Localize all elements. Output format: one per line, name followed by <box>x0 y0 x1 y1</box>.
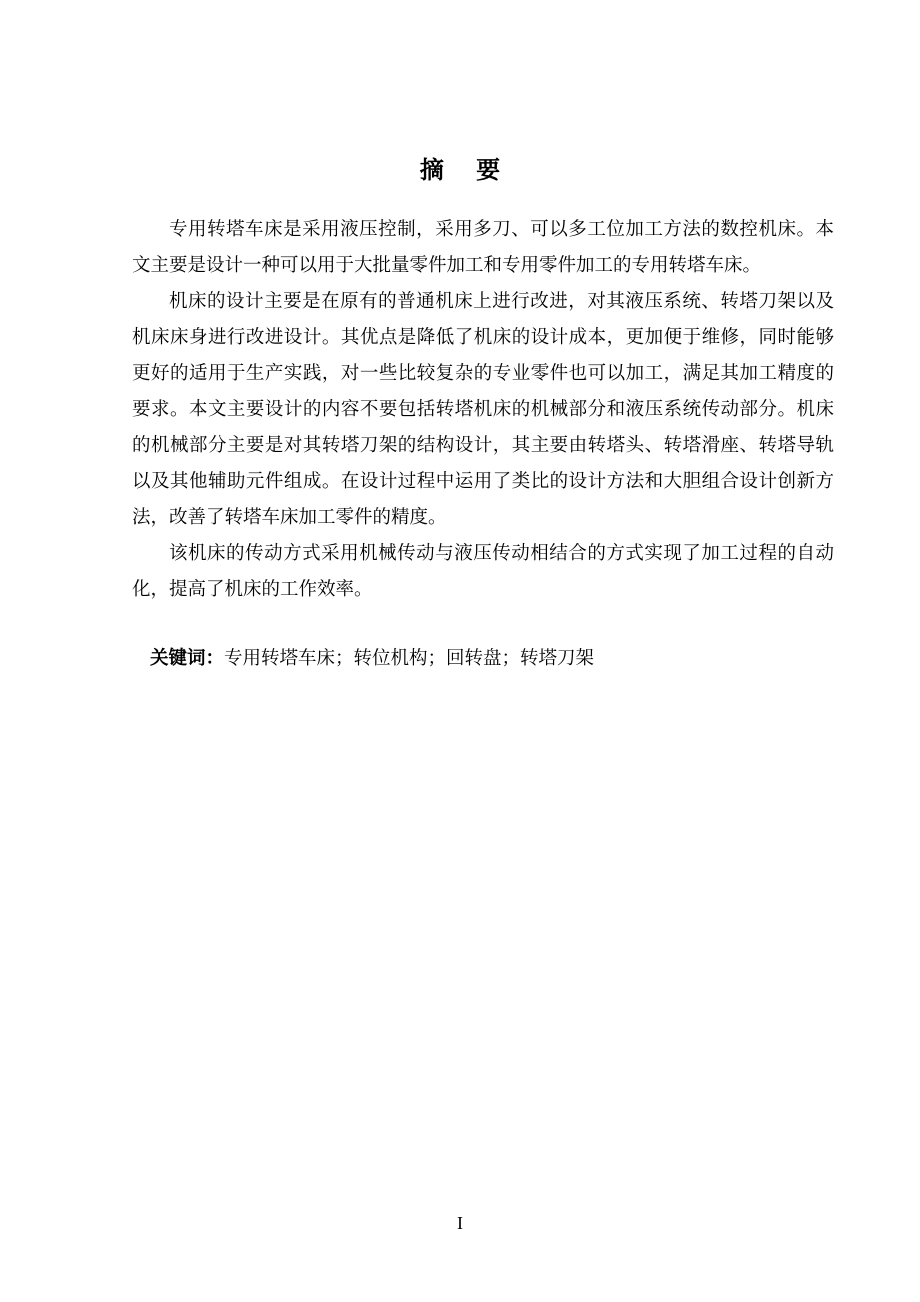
keywords-line <box>150 641 850 677</box>
keywords-text: 专用转塔车床；转位机构；回转盘；转塔刀架 <box>224 648 595 669</box>
keywords-label: 关键词： <box>150 648 225 669</box>
page-number: I <box>457 1213 463 1233</box>
abstract-body <box>132 212 834 608</box>
abstract-paragraph-2: 机床的设计主要是在原有的普通机床上进行改进，对其液压系统、转塔刀架以及机床床身进行改进设计。其优点是降低了机床的设计成本，更加便于维修，同时能够更好的适用于生产实践，对一些比较复杂的专业零件也可以加工，满足其加工精度的要求。本文主要设计的内容不要包括转塔机床的机械部分和液压系统传动部分。机床的机械部分主要是对其转塔刀架的结构设计，其主要由转塔头、转塔滑座、转塔导轨以及其他辅助元件组成。在设计过程中运用了类比的设计方法和大胆组合设计创新方法，改善了转塔车床加工零件的精度。 <box>132 291 834 528</box>
abstract-paragraph-3: 该机床的传动方式采用机械传动与液压传动相结合的方式实现了加工过程的自动化，提高了机床的工作效率。 <box>132 543 834 600</box>
abstract-paragraph-1: 专用转塔车床是采用液压控制，采用多刀、可以多工位加工方法的数控机床。本文主要是设计一种可以用于大批量零件加工和专用零件加工的专用转塔车床。 <box>132 219 834 276</box>
page-title: 摘 要 <box>419 156 513 184</box>
